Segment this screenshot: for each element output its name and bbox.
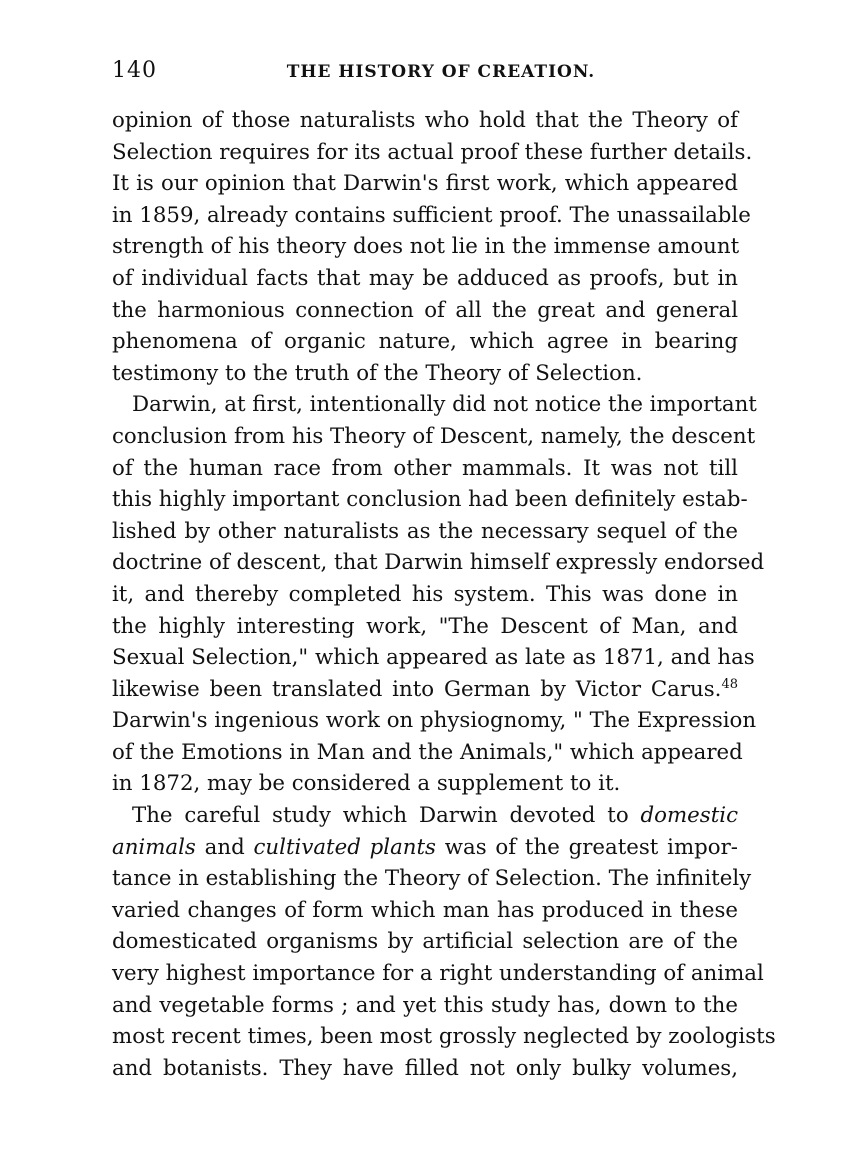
text-line: and botanists. They have filled not only bulky volumes, (112, 1055, 738, 1081)
text-line: varied changes of form which man has produced in these (112, 897, 738, 923)
italic-term: cultivated plants (253, 834, 436, 860)
text-line: of the Emotions in Man and the Animals," which appeared (112, 739, 743, 765)
text-line: lished by other naturalists as the necessary sequel of the (112, 518, 738, 544)
text-line: in 1859, already contains sufficient proof. The unassailable (112, 202, 751, 228)
text-line: very highest importance for a right understanding of animal (112, 961, 764, 987)
text-line: opinion of those naturalists who hold that the Theory of (112, 108, 738, 133)
text-line: in 1872, may be considered a supplement to it. (112, 771, 621, 797)
text-line: Selection requires for its actual proof these further details. (112, 139, 753, 165)
text-line: most recent times, been most grossly neglected by zoologists (112, 1024, 776, 1050)
text-segment: and (204, 834, 245, 860)
text-line (112, 800, 738, 832)
italic-term: domestic (640, 803, 739, 829)
text-segment: was of the greatest impor- (444, 834, 738, 860)
body-text (112, 105, 776, 1084)
running-head: THE HISTORY OF CREATION. (286, 62, 596, 82)
text-line (112, 832, 738, 864)
italic-term: animals (112, 834, 196, 860)
text-segment: The careful study which Darwin devoted to (132, 803, 629, 829)
text-line: doctrine of descent, that Darwin himself expressly endorsed (112, 550, 765, 576)
text-line: of individual facts that may be adduced as proofs, but in (112, 265, 738, 291)
text-line: Sexual Selection," which appeared as late as 1871, and has (112, 645, 755, 671)
text-line (112, 674, 738, 706)
text-line: strength of his theory does not lie in the immense amount (112, 234, 740, 260)
text-line: this highly important conclusion had been definitely estab- (112, 487, 748, 513)
text-line: and vegetable forms ; and yet this study has, down to the (112, 992, 738, 1018)
text-line: tance in establishing the Theory of Selection. The infinitely (112, 866, 752, 892)
text-line: it, and thereby completed his system. This was done in (112, 581, 738, 607)
page-number: 140 (112, 58, 157, 83)
text-line: of the human race from other mammals. It was not till (112, 455, 738, 481)
footnote-reference: 48 (721, 676, 738, 692)
text-line: the highly interesting work, "The Descent of Man, and (112, 613, 738, 639)
page-header (112, 54, 738, 94)
text-line: conclusion from his Theory of Descent, namely, the descent (112, 423, 756, 449)
text-line: Darwin's ingenious work on physiognomy, " The Expression (112, 708, 757, 734)
text-line: testimony to the truth of the Theory of Selection. (112, 360, 643, 386)
text-segment: likewise been translated into German by Victor Carus. (112, 676, 722, 702)
text-line: phenomena of organic nature, which agree in bearing (112, 329, 738, 355)
text-line: domesticated organisms by artificial selection are of the (112, 929, 738, 955)
text-line: the harmonious connection of all the great and general (112, 297, 738, 323)
text-line: Darwin, at first, intentionally did not notice the important (132, 392, 757, 418)
text-line: It is our opinion that Darwin's first work, which appeared (112, 171, 738, 197)
